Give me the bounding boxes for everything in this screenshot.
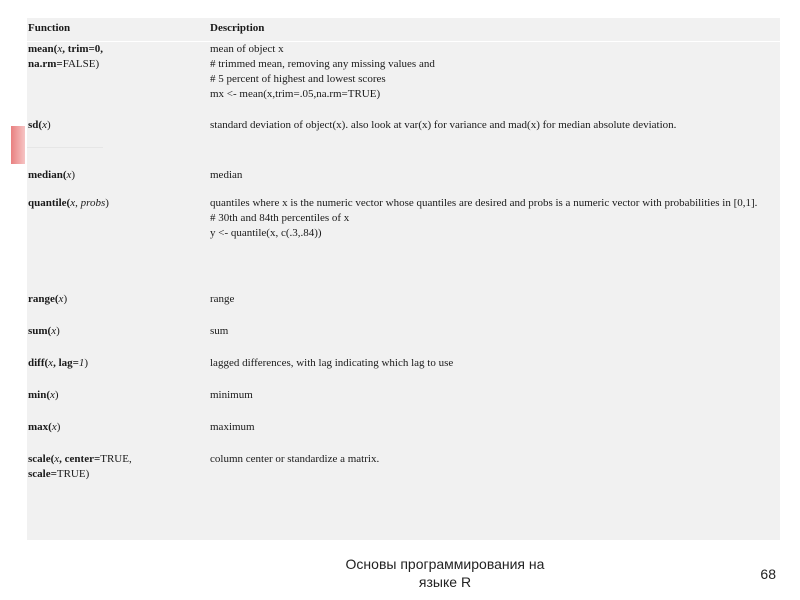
function-signature-part: x <box>50 388 55 401</box>
description-cell <box>210 168 780 196</box>
footer-course-title <box>300 555 590 591</box>
function-signature-part: probs <box>80 196 106 209</box>
description-line: mean of object x <box>210 43 284 55</box>
function-table-panel <box>27 18 780 540</box>
description-cell <box>210 452 780 502</box>
description-line: standard deviation of object(x). also look at var(x) for variance and mad(x) for median absolute deviation. <box>210 118 677 131</box>
table-row <box>27 388 780 420</box>
accent-line <box>27 147 103 148</box>
table-row <box>27 168 780 196</box>
header-function: Function <box>27 18 210 42</box>
function-signature-part: FALSE) <box>62 58 100 70</box>
function-signature-part: ) <box>63 292 68 305</box>
function-cell <box>27 168 210 196</box>
description-line: y <- quantile(x, c(.3,.84)) <box>210 226 322 239</box>
function-signature-part: scale= <box>28 467 57 480</box>
description-line: mx <- mean(x,trim=.05,na.rm=TRUE) <box>210 88 381 100</box>
description-cell <box>210 118 780 168</box>
function-signature-part: x <box>58 292 64 305</box>
description-cell <box>210 324 780 356</box>
footer-title-line-2: языке R <box>418 574 472 590</box>
function-signature-part: x <box>51 420 57 433</box>
function-cell <box>27 292 210 324</box>
function-signature-part: x <box>66 168 72 181</box>
function-signature-part: range( <box>28 292 59 305</box>
function-signature-part: max( <box>28 420 52 433</box>
description-cell <box>210 388 780 420</box>
table-header-row <box>27 18 780 42</box>
function-signature-part: TRUE) <box>56 467 90 480</box>
function-signature-part: sd( <box>28 118 43 131</box>
description-line: minimum <box>210 388 253 401</box>
table-row <box>27 420 780 452</box>
table-row <box>27 356 780 388</box>
table-row <box>27 196 780 292</box>
header-description: Description <box>210 18 780 42</box>
function-cell <box>27 420 210 452</box>
function-signature-part: x <box>54 452 60 465</box>
table-row <box>27 452 780 502</box>
description-line: # trimmed mean, removing any missing values and <box>210 58 435 70</box>
function-signature-part: median( <box>28 168 67 181</box>
function-signature-part: na.rm= <box>28 58 63 70</box>
function-cell <box>27 388 210 420</box>
accent-bar <box>11 126 25 164</box>
description-line: # 30th and 84th percentiles of x <box>210 211 350 224</box>
function-signature-part: ) <box>56 420 61 433</box>
function-signature-part: ) <box>84 356 89 369</box>
table-body <box>27 42 780 502</box>
function-signature-part: ) <box>54 388 59 401</box>
description-line: range <box>210 292 235 305</box>
function-signature-part: quantile( <box>28 196 71 209</box>
function-signature-part: x <box>48 356 54 369</box>
function-signature-part: x <box>51 324 57 337</box>
function-signature-part: , lag= <box>53 356 79 369</box>
function-signature-part: x <box>57 43 63 55</box>
description-cell <box>210 420 780 452</box>
function-signature-part: , center= <box>59 452 101 465</box>
function-cell <box>27 356 210 388</box>
function-signature-part: , trim=0, <box>62 43 104 55</box>
description-line: column center or standardize a matrix. <box>210 452 380 465</box>
function-signature-part: scale( <box>28 452 55 465</box>
function-signature-part: diff( <box>28 356 49 369</box>
function-signature-part: x <box>70 196 76 209</box>
table-row <box>27 42 780 118</box>
table-row <box>27 118 780 168</box>
function-signature-part: x <box>42 118 47 131</box>
function-signature-part: ) <box>71 168 76 181</box>
description-cell <box>210 196 780 292</box>
function-signature-part: sum( <box>28 324 52 337</box>
function-signature-part: TRUE, <box>100 452 132 465</box>
function-signature-part: ) <box>56 324 60 337</box>
function-signature-part: mean( <box>28 43 58 55</box>
description-line: quantiles where x is the numeric vector whose quantiles are desired and probs is a numeric vector with probabilities in [0,1]. <box>210 196 758 209</box>
table-row <box>27 292 780 324</box>
description-line: median <box>210 168 243 181</box>
function-signature-part: min( <box>28 388 50 401</box>
function-cell <box>27 452 210 502</box>
function-cell <box>27 118 210 168</box>
function-cell <box>27 42 210 118</box>
description-line: sum <box>210 324 229 337</box>
function-signature-part: 1 <box>78 356 85 369</box>
function-signature-part: ) <box>46 118 51 131</box>
function-signature-part: , <box>75 196 81 209</box>
description-line: maximum <box>210 420 255 433</box>
description-line: # 5 percent of highest and lowest scores <box>210 73 386 85</box>
function-cell <box>27 196 210 292</box>
description-line: lagged differences, with lag indicating which lag to use <box>210 356 454 369</box>
description-cell <box>210 356 780 388</box>
table-row <box>27 324 780 356</box>
function-signature-part: ) <box>105 196 109 209</box>
description-cell <box>210 292 780 324</box>
function-cell <box>27 324 210 356</box>
function-table <box>27 18 780 502</box>
description-cell <box>210 42 780 118</box>
footer-title-line-1: Основы программирования на <box>345 556 545 572</box>
page-number: 68 <box>760 566 776 582</box>
